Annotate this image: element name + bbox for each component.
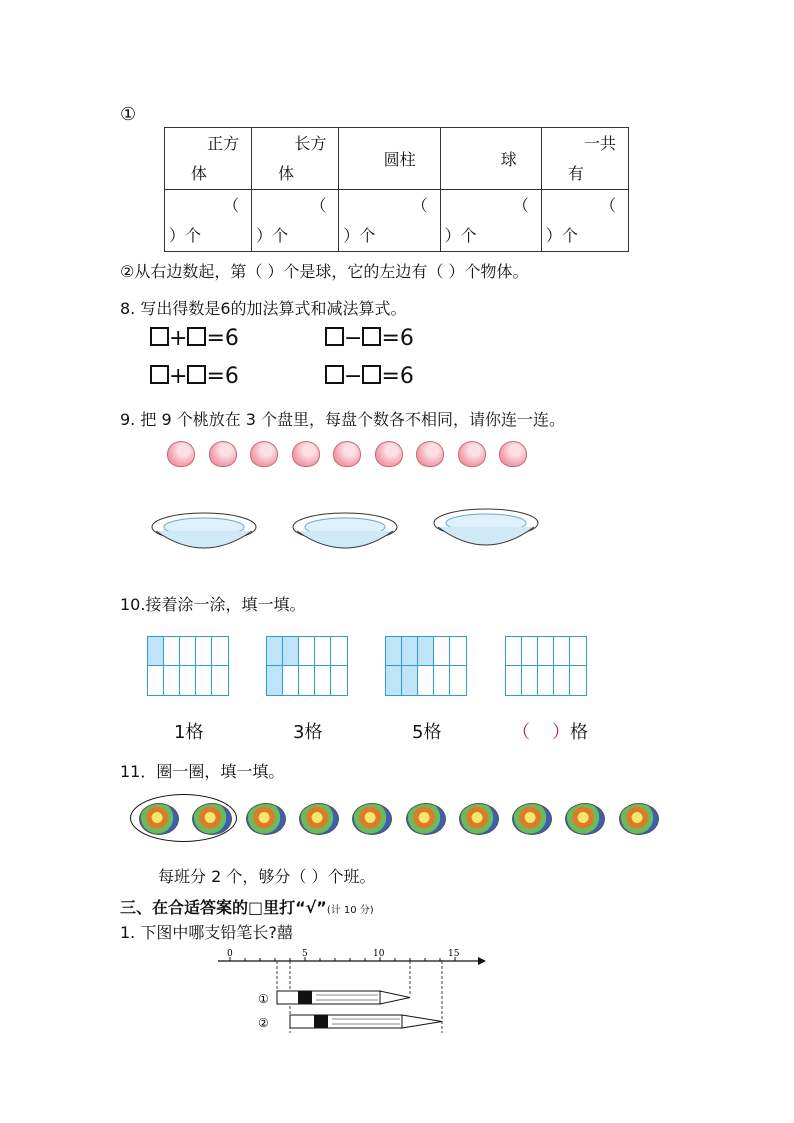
marble-icon[interactable] [459,803,499,835]
shading-grid[interactable] [266,636,348,696]
shapes-count-table [164,127,629,252]
q11-sentence: 每班分 2 个，够分（ ）个班。 [158,867,376,886]
grid-cell[interactable] [434,666,450,695]
part1-marker: ① [120,104,137,125]
grid-cell[interactable] [196,666,212,695]
grid-cell[interactable] [506,637,522,666]
blank-box[interactable] [187,365,206,384]
grid-cell[interactable] [148,637,164,666]
grid-label-1: 1格 [174,722,204,743]
grid-cell[interactable] [418,666,434,695]
answer-cell[interactable]: （ ）个 [339,190,440,252]
grid-cell[interactable] [299,666,315,695]
shading-grid[interactable] [505,636,587,696]
grid-cell[interactable] [402,666,418,695]
grid-cell[interactable] [299,637,315,666]
add-equation-1: + =6 [150,326,239,351]
grid-cell[interactable] [196,637,212,666]
grid-cell[interactable] [180,666,196,695]
q8-title: 8. 写出得数是6的加法算式和减法算式。 [120,299,407,318]
grid-cell[interactable] [283,666,299,695]
grid-cell[interactable] [538,666,554,695]
grid-cell[interactable] [554,666,570,695]
grid-label-5: 5格 [412,722,442,743]
blank-box[interactable] [150,365,169,384]
grid-cell[interactable] [267,666,283,695]
grid-cell[interactable] [164,666,180,695]
header-cylinder: 圆柱 [339,128,440,190]
plates [150,505,550,567]
blank-box[interactable] [325,365,344,384]
header-cube: 正方 体 [165,128,252,190]
peach-icon[interactable] [209,441,237,467]
grid-cell[interactable] [554,637,570,666]
grid-cell[interactable] [570,666,586,695]
answer-cell[interactable]: （ ）个 [252,190,339,252]
blank-box[interactable] [362,327,381,346]
marble-icon[interactable] [406,803,446,835]
tick-label: 10 [373,949,385,959]
marble-icon[interactable] [192,803,232,835]
header-sphere: 球 [440,128,541,190]
grid-cell[interactable] [538,637,554,666]
q10-title: 10.接着涂一涂，填一填。 [120,595,306,614]
grid-cell[interactable] [386,637,402,666]
plate-icon[interactable] [293,513,397,548]
tick-label: 5 [302,949,308,959]
blank-box[interactable] [150,327,169,346]
peach-icon[interactable] [333,441,361,467]
marble-icon[interactable] [619,803,659,835]
add-equation-2: + =6 [150,364,239,389]
grid-cell[interactable] [450,666,466,695]
grid-cell[interactable] [267,637,283,666]
marble-icon[interactable] [299,803,339,835]
grid-cell[interactable] [402,637,418,666]
peach-icon[interactable] [375,441,403,467]
pencil-marker-2: ② [258,1016,269,1030]
grid-cell[interactable] [506,666,522,695]
grid-cell[interactable] [570,637,586,666]
grid-cell[interactable] [331,666,347,695]
header-cuboid: 长方 体 [252,128,339,190]
plate-icon[interactable] [434,509,538,545]
peach-icon[interactable] [250,441,278,467]
answer-cell[interactable]: （ ）个 [541,190,628,252]
grid-cell[interactable] [315,637,331,666]
peach-icon[interactable] [167,441,195,467]
blank-box[interactable] [187,327,206,346]
header-total: 一共 有 [541,128,628,190]
tick-label: 0 [227,949,233,959]
grid-cell[interactable] [148,666,164,695]
marble-icon[interactable] [246,803,286,835]
grid-label-3: 3格 [293,722,323,743]
grid-cell[interactable] [180,637,196,666]
q11-title: 11．圈一圈，填一填。 [120,762,285,781]
grid-cell[interactable] [522,637,538,666]
plate-icon[interactable] [152,513,256,548]
blank-box[interactable] [362,365,381,384]
grid-cell[interactable] [331,637,347,666]
blank-box[interactable] [325,327,344,346]
shading-grid[interactable] [385,636,467,696]
peach-icon[interactable] [499,441,527,467]
grid-cell[interactable] [283,637,299,666]
answer-cell[interactable]: （ ）个 [165,190,252,252]
section3-q1: 1. 下图中哪支铅笔长?囍 [120,923,293,942]
pencil-marker-1: ① [258,992,269,1006]
grid-cell[interactable] [434,637,450,666]
marble-icon[interactable] [352,803,392,835]
q7-part2: ②从右边数起，第（ ）个是球，它的左边有（ ）个物体。 [120,262,529,281]
sub-equation-1: − =6 [325,326,414,351]
grid-cell[interactable] [386,666,402,695]
grid-cell[interactable] [212,637,228,666]
section3-heading: 三、在合适答案的□里打“√”(计 10 分) [120,898,374,917]
q9-title: 9. 把 9 个桃放在 3 个盘里，每盘个数各不相同，请你连一连。 [120,410,566,429]
peach-icon[interactable] [416,441,444,467]
peach-icon[interactable] [458,441,486,467]
marble-icon[interactable] [139,803,179,835]
shading-grid[interactable] [147,636,229,696]
grid-cell[interactable] [450,637,466,666]
grid-cell[interactable] [315,666,331,695]
pencil-2-icon[interactable] [290,1015,442,1028]
ruler-diagram [210,945,490,1040]
grid-cell[interactable] [418,637,434,666]
answer-cell[interactable]: （ ）个 [440,190,541,252]
tick-label: 15 [448,949,460,959]
peach-icon[interactable] [292,441,320,467]
marble-icon[interactable] [512,803,552,835]
grid-cell[interactable] [164,637,180,666]
grid-cell[interactable] [522,666,538,695]
sub-equation-2: − =6 [325,364,414,389]
marble-icon[interactable] [565,803,605,835]
pencil-1-icon[interactable] [277,991,410,1004]
grid-cell[interactable] [212,666,228,695]
grid-answer[interactable]: （ ）格 [512,722,588,743]
